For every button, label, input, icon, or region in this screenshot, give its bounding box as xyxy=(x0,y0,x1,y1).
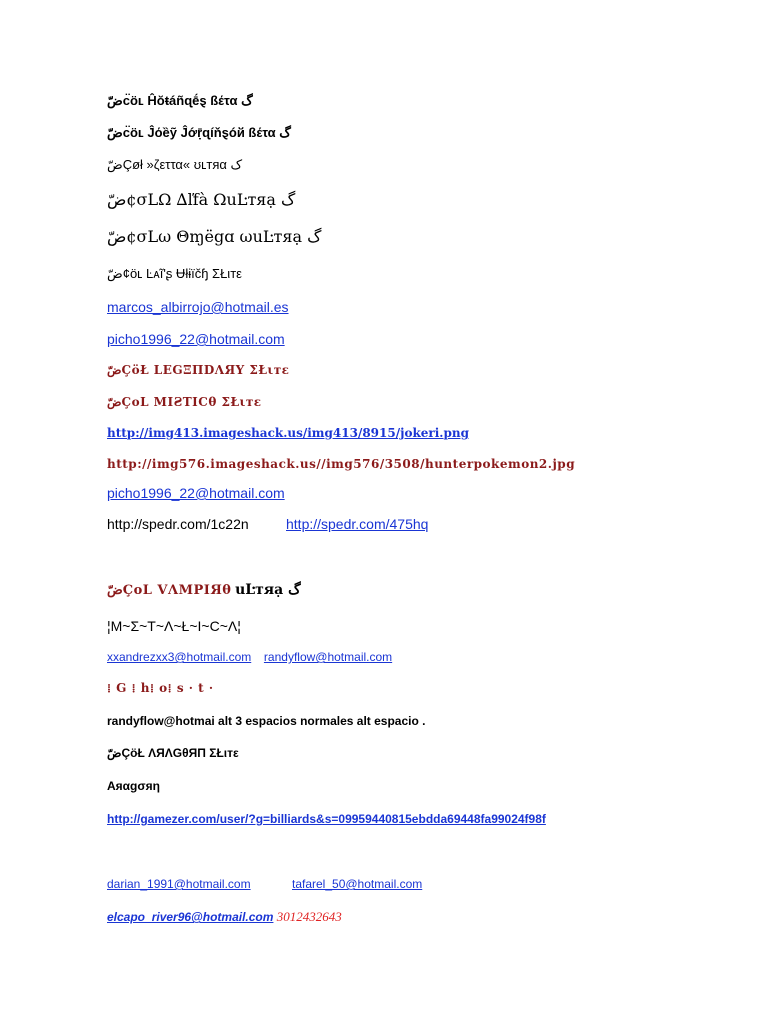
image-url-text: http://img576.imageshack.us//img576/3508/hunterpokemon2.jpg xyxy=(107,457,576,471)
gamezer-url-link[interactable]: http://gamezer.com/user/?g=billiards&s=09959440815ebdda69448fa99024f98f xyxy=(107,812,546,826)
randyflow-note: randyflow@hotmai alt 3 espacios normales alt espacio . xyxy=(107,714,426,728)
phone-number: 3012432643 xyxy=(276,909,342,924)
nick-alfa-ultra: ضّ¢σLΩ ∆ľfà ΩuĿтяạ گ xyxy=(107,190,296,209)
email-link[interactable]: picho1996_22@hotmail.com xyxy=(107,331,285,347)
image-url-link[interactable]: http://img413.imageshack.us/img413/8915/jokeri.png xyxy=(107,426,469,440)
email-phone-line xyxy=(107,910,342,923)
nick-beta-joey: ضّc̈öʟ Ĵόȅỹ Ĵớṝɋíňȿóй ßέτα گ xyxy=(107,125,291,140)
nick-elite-lais: ضّ¢öʟ Ŀᴀĩ'ʂ Ʉłɨïčɧ ΣŁιтε xyxy=(107,266,242,281)
nick-aragorn: Aяαgσяη xyxy=(107,779,160,793)
nick-metalica: ¦M~Σ~T~Λ~Ł~I~C~Λ¦ xyxy=(107,618,241,634)
nick-vampir-prefix: ضّÇoL VΛMPIЯθ xyxy=(107,583,232,598)
spedr-url-text: http://spedr.com/1c22n xyxy=(107,516,249,532)
email-link[interactable]: tafarel_50@hotmail.com xyxy=(292,877,423,891)
nick-mistic-elite: ضّÇoL MIƧTICθ ΣŁιтε xyxy=(107,395,262,409)
email-link[interactable]: xxandrezxx3@hotmail.com xyxy=(107,650,252,664)
nick-vampir-ultra xyxy=(107,583,301,597)
nick-beta-hotaniqes: ضّc̈öʟ Ĥŏŧáñɋḗȿ ßέτα گ xyxy=(107,93,253,108)
email-link[interactable]: darian_1991@hotmail.com xyxy=(107,877,251,891)
nick-vampir-suffix: uĿтяạ گ xyxy=(235,582,301,598)
nick-aragorn-elite: ضّÇöŁ ΛЯΛGθЯΠ ΣŁιтε xyxy=(107,746,239,760)
nick-legendary-elite: ضّÇöŁ LEGΞΠDΛЯY ΣŁιтε xyxy=(107,363,290,377)
nick-ghost: ⁞ G ⁞ h⁞ o⁞ s · t · xyxy=(107,681,214,695)
email-link[interactable]: elcapo_river96@hotmail.com xyxy=(107,910,274,924)
email-link[interactable]: marcos_albirrojo@hotmail.es xyxy=(107,299,289,315)
nick-omega-ultra: ضّ¢σLω Θɱёgɑ ωuĿтяạ گ xyxy=(107,227,322,246)
email-pair xyxy=(107,651,392,663)
email-link[interactable]: randyflow@hotmail.com xyxy=(263,650,393,664)
nick-zetta-ultra: ضّÇøł »ζεττα« ʊʟтяα ک xyxy=(107,157,243,172)
spedr-url-link[interactable]: http://spedr.com/475hq xyxy=(286,516,429,532)
email-link[interactable]: picho1996_22@hotmail.com xyxy=(107,485,285,501)
